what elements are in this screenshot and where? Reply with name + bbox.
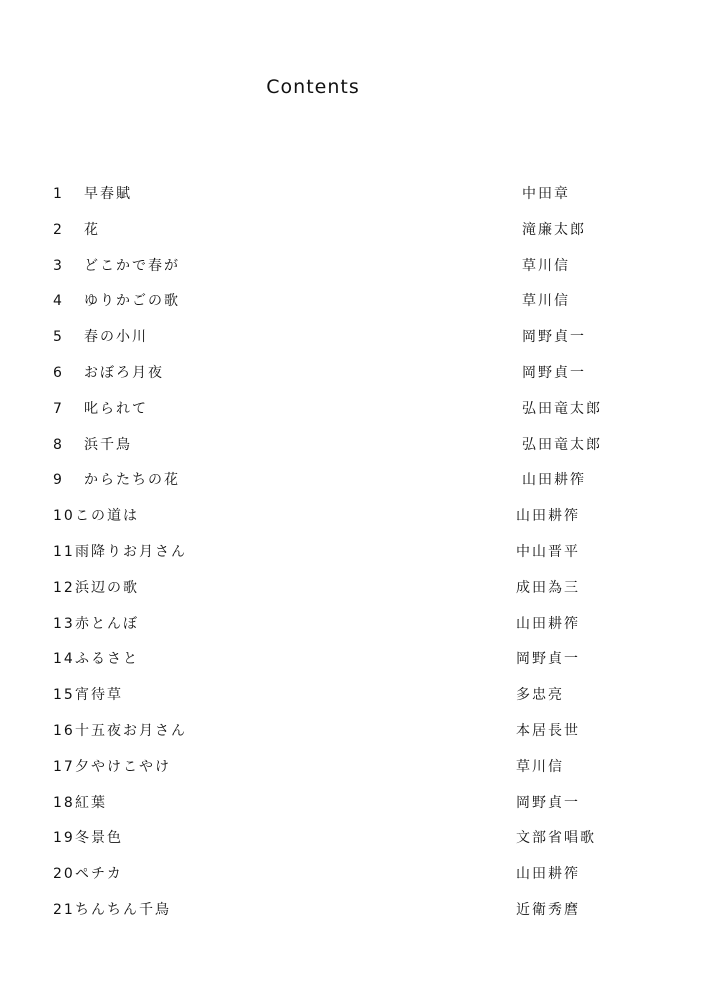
song-title: どこかで春が [84, 257, 180, 274]
list-item [53, 284, 653, 320]
composer-name: 岡野貞一 [516, 651, 580, 668]
composer-name: 弘田竜太郎 [522, 436, 602, 453]
song-title: 春の小川 [84, 329, 148, 346]
composer-name: 岡野貞一 [522, 329, 586, 346]
contents-list [53, 177, 653, 929]
list-item [53, 714, 653, 750]
entry-number: 16 [53, 722, 75, 739]
list-item [53, 750, 653, 786]
composer-name: 中田章 [522, 186, 570, 202]
entry-number: 5 [53, 329, 64, 346]
entry-number: 14 [53, 651, 75, 668]
composer-name: 山田耕筰 [522, 472, 586, 489]
composer-name: 本居長世 [516, 722, 580, 739]
list-item [53, 356, 653, 392]
list-item [53, 893, 653, 929]
entry-number: 2 [53, 221, 64, 238]
song-title: 十五夜お月さん [75, 722, 187, 739]
song-title: 紅葉 [75, 794, 107, 811]
list-item [53, 678, 653, 714]
composer-name: 文部省唱歌 [516, 830, 596, 847]
song-title: 早春賦 [84, 186, 132, 202]
entry-number: 17 [53, 758, 75, 775]
song-title: 赤とんぼ [75, 615, 139, 632]
entry-number: 6 [53, 364, 64, 381]
list-item [53, 857, 653, 893]
list-item [53, 642, 653, 678]
song-title: 冬景色 [75, 830, 123, 847]
list-item [53, 249, 653, 285]
entry-number: 3 [53, 257, 64, 274]
entry-number: 11 [53, 543, 75, 560]
list-item [53, 786, 653, 822]
list-item [53, 392, 653, 428]
list-item [53, 571, 653, 607]
entry-number: 21 [53, 901, 75, 918]
list-item [53, 499, 653, 535]
entry-number: 1 [53, 186, 64, 202]
composer-name: 草川信 [522, 257, 570, 274]
entry-number: 7 [53, 400, 64, 417]
song-title: この道は [75, 508, 139, 525]
composer-name: 山田耕筰 [516, 615, 580, 632]
song-title: ふるさと [75, 651, 139, 668]
composer-name: 多忠亮 [516, 687, 564, 704]
composer-name: 草川信 [522, 293, 570, 310]
composer-name: 山田耕筰 [516, 866, 580, 883]
entry-number: 9 [53, 472, 64, 489]
composer-name: 滝廉太郎 [522, 221, 586, 238]
song-title: おぼろ月夜 [84, 364, 164, 381]
entry-number: 20 [53, 866, 75, 883]
entry-number: 4 [53, 293, 64, 310]
composer-name: 岡野貞一 [522, 364, 586, 381]
list-item [53, 821, 653, 857]
entry-number: 13 [53, 615, 75, 632]
list-item [53, 177, 653, 213]
list-item [53, 428, 653, 464]
song-title: 花 [84, 221, 100, 238]
song-title: 叱られて [84, 400, 148, 417]
list-item [53, 463, 653, 499]
song-title: 夕やけこやけ [75, 758, 171, 775]
composer-name: 草川信 [516, 758, 564, 775]
page-title: Contents [266, 76, 360, 98]
song-title: ペチカ [75, 866, 123, 883]
song-title: 雨降りお月さん [75, 543, 187, 560]
list-item [53, 607, 653, 643]
entry-number: 18 [53, 794, 75, 811]
composer-name: 山田耕筰 [516, 508, 580, 525]
song-title: ちんちん千鳥 [75, 901, 171, 918]
composer-name: 成田為三 [516, 579, 580, 596]
song-title: ゆりかごの歌 [84, 293, 180, 310]
song-title: 浜千鳥 [84, 436, 132, 453]
composer-name: 近衛秀麿 [516, 901, 580, 918]
entry-number: 19 [53, 830, 75, 847]
song-title: 浜辺の歌 [75, 579, 139, 596]
list-item [53, 213, 653, 249]
list-item [53, 320, 653, 356]
entry-number: 15 [53, 687, 75, 704]
entry-number: 8 [53, 436, 64, 453]
song-title: からたちの花 [84, 472, 180, 489]
composer-name: 弘田竜太郎 [522, 400, 602, 417]
composer-name: 中山晋平 [516, 543, 580, 560]
entry-number: 12 [53, 579, 75, 596]
list-item [53, 535, 653, 571]
composer-name: 岡野貞一 [516, 794, 580, 811]
song-title: 宵待草 [75, 687, 123, 704]
entry-number: 10 [53, 508, 75, 525]
